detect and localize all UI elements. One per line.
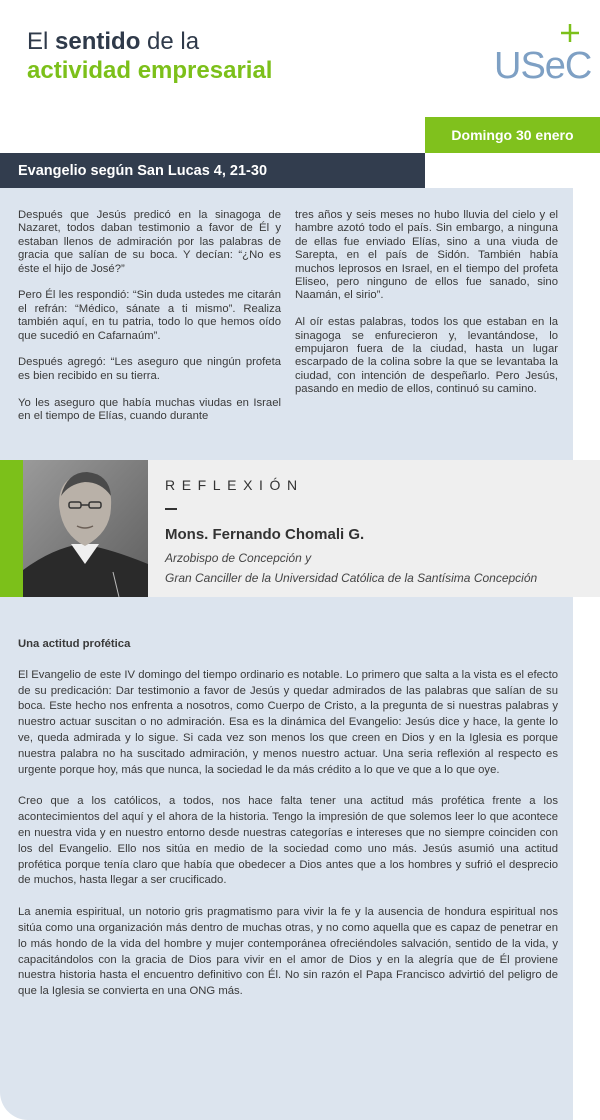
gospel-heading: Evangelio según San Lucas 4, 21-30 [0,153,425,188]
title-line-1 [27,28,272,56]
title-bold: sentido [55,28,141,55]
reflection-heading: Una actitud profética [18,638,131,650]
gospel-paragraph: tres años y seis meses no hubo lluvia del cielo y el hambre azotó todo el país. Sin embargo, a ninguna de ellas fue enviado Elías, sino a una viuda de Sarepta, en el país de Sidón. También había muchos leprosos en Israel, en el tiempo del profeta Eliseo, pero ninguno de ellos fue sanado, sino Naamán, el sirio”. [295,209,558,302]
gospel-paragraph: Después que Jesús predicó en la sinagoga de Nazaret, todos daban testimonio a favor de Él y estaban llenos de admiración por las palabras de gracia que salían de su boca. Y decían: “¿No es éste el hijo de José?” [18,209,281,275]
reflection-label: REFLEXIÓN [165,477,304,493]
title-post: de la [140,28,200,55]
reflection-paragraph: El Evangelio de este IV domingo del tiempo ordinario es notable. Lo primero que salta a la vista es el efecto de su predicación: Dar testimonio a favor de Jesús y quedar admirados de las palabras que salían de su boca. Este hecho nos enfrenta a nosotros, como Cuerpo de Cristo, a la pregunta de si nuestras palabras y nuestro actuar suscitan o no admiración. Esa es la dinámica del Evangelio: Jesús dice y hace, la gente lo ve, queda admirada y lo sigue. Si cada vez son menos los que creen en Dios y en la Iglesia es porque nuestra palabra no ha suscitado admiración, y menos nuestro actuar. Una seria reflexión al respecto es urgente porque hoy, más que nunca, la sociedad le da más crédito a lo que ve que a lo que oye. [18,668,558,776]
reflection-divider [165,508,177,510]
logo-text: USeC [494,45,592,87]
usec-logo [494,20,592,87]
reflection-body [0,597,573,1120]
reflection-body-text [18,637,558,1016]
author-photo [23,460,148,597]
date-tab: Domingo 30 enero [425,117,600,153]
reflection-paragraph: La anemia espiritual, un notorio gris pragmatismo para vivir la fe y la ausencia de hondura espiritual nos sitúa como una organización más dentro de muchas otras, y no como aquella que es capaz de penetrar en lo más hondo de la vida del hombre y mujer contemporánea ofreciéndoles salvación, sentido de la vida, y capacitándolos con la gracia de Dios para vivir en el amor de Dios y en la alegría que de Él proviene nuestra historia hasta el encuentro definitivo con Él. No sin razón el Papa Francisco advirtió del peligro de que la Iglesia se convierta en una ONG más. [18,906,558,998]
gospel-paragraph: Después agregó: “Les aseguro que ningún profeta es bien recibido en su tierra. [18,356,281,382]
author-name: Mons. Fernando Chomali G. [165,526,365,543]
gospel-paragraph: Pero Él les respondió: “Sin duda ustedes me citarán el refrán: “Médico, sánate a ti mismo”. Realiza también aquí, en tu patria, todo lo que hemos oído que sucedió en Cafarnaúm”. [18,289,281,342]
reflection-paragraph: Creo que a los católicos, a todos, nos hace falta tener una actitud más profética frente a los acontecimientos del aquí y el ahora de la historia. Tengo la impresión de que solemos leer lo que acontece en nuestra vida y en nuestro entorno desde nuestras categorías e intereses que no siempre coinciden con los del Evangelio. Ello nos sitúa en medio de la sociedad como uno más. Jesús asumió una actitud profética porque tenía claro que había que obedecer a Dios antes que a los hombres y sufrió el desprecio de muchos, hasta llegar a ser crucificado. [18,795,558,887]
gospel-paragraph: Yo les aseguro que había muchas viudas en Israel en el tiempo de Elías, cuando durante [18,396,281,423]
accent-bar [0,460,23,597]
author-role-line-1: Arzobispo de Concepción y [165,551,312,565]
gospel-column-left [18,209,281,437]
gospel-paragraph: Al oír estas palabras, todos los que estaban en la sinagoga se enfurecieron y, levantándose, lo empujaron fuera de la ciudad, hasta un lugar escarpado de la colina sobre la que se levantaba la ciudad, con intención de despeñarlo. Pero Jesús, pasando en medio de ellos, continuó su camino. [295,316,558,396]
author-photo-image [23,460,148,597]
reflection-panel [148,460,600,597]
title-pre: El [27,28,56,55]
gospel-column-right [295,209,558,410]
title-line-2: actividad empresarial [27,57,273,84]
gospel-text-box [0,188,573,460]
author-role-line-2: Gran Canciller de la Universidad Católica de la Santísima Concepción [165,571,538,585]
page-title [27,28,272,86]
